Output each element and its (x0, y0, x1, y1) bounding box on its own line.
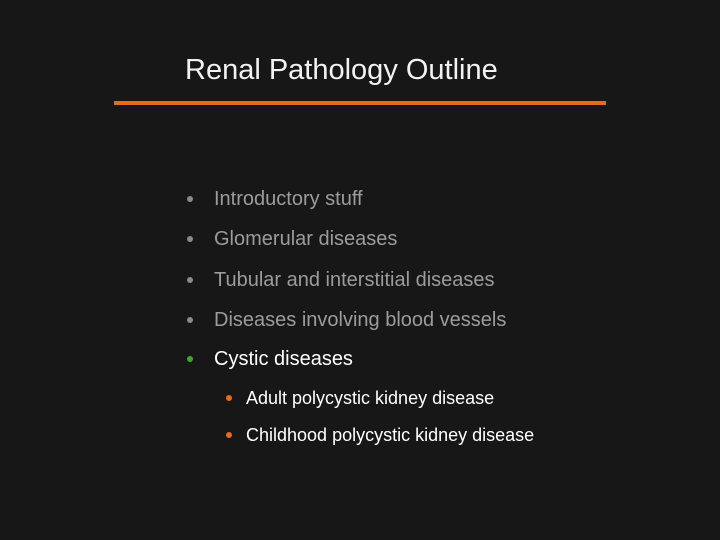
bullet-label: Glomerular diseases (214, 228, 398, 250)
sub-bullet-dot-icon (226, 395, 232, 401)
sub-bullet-label: Adult polycystic kidney disease (246, 388, 495, 408)
bullet-label: Introductory stuff (214, 188, 363, 210)
bullet-dot-icon (187, 236, 193, 242)
bullet-dot-icon (187, 277, 193, 283)
title-underline (114, 101, 606, 105)
sub-bullet-dot-icon (226, 432, 232, 438)
bullet-label: Diseases involving blood vessels (214, 309, 507, 331)
bullet-dot-icon (187, 356, 193, 362)
bullet-dot-icon (187, 196, 193, 202)
bullet-label: Tubular and interstitial diseases (214, 269, 495, 291)
sub-bullet-label: Childhood polycystic kidney disease (246, 425, 535, 445)
bullet-label: Cystic diseases (214, 348, 353, 370)
bullet-dot-icon (187, 317, 193, 323)
slide-title: Renal Pathology Outline (185, 54, 498, 86)
